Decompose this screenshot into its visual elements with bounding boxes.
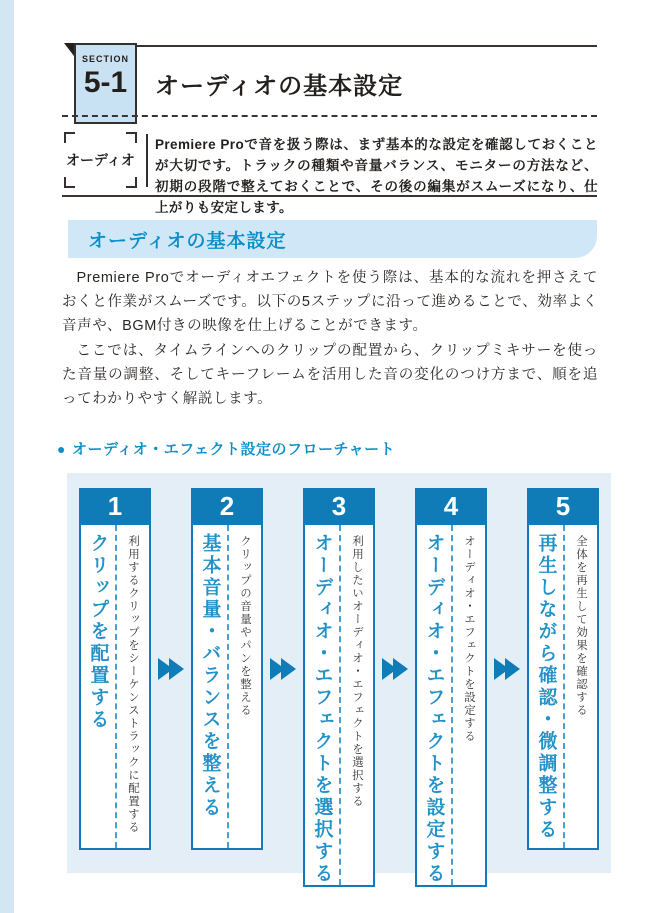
flowchart-heading [57, 438, 395, 459]
page-edge-strip [0, 0, 14, 913]
flow-step-5 [527, 488, 599, 850]
section-label: SECTION [81, 54, 129, 64]
step-number: 5 [527, 488, 599, 525]
section-heading-band [68, 220, 597, 258]
step-description: 全体を再生して効果を確認する [575, 535, 587, 717]
page-title: オーディオの基本設定 [155, 73, 404, 100]
body-paragraph: Premiere Proでオーディオエフェクトを使う際は、基本的な流れを押さえておくと作業がスムーズです。以下の5ステップに沿って進めることで、効率よく音声や、BGM付きの映像を仕上げることができます。 [62, 270, 598, 335]
header-dashed-rule [62, 115, 597, 117]
header-bottom-rule [62, 195, 597, 197]
bracket-corner [126, 132, 137, 143]
step-number: 1 [79, 488, 151, 525]
flow-step-2 [191, 488, 263, 850]
double-arrow-icon [494, 658, 520, 680]
step-title: 基本音量・バランスを整える [199, 533, 221, 819]
step-body [415, 525, 487, 887]
double-arrow-icon [270, 658, 296, 680]
flow-step-1 [79, 488, 151, 850]
step-description: オーディオ・エフェクトを設定する [463, 535, 475, 743]
lead-separator [146, 134, 148, 187]
step-body [79, 525, 151, 850]
flow-step-4 [415, 488, 487, 885]
step-title: 再生しながら確認・微調整する [535, 533, 557, 841]
step-description: クリップの音量やパンを整える [239, 535, 251, 717]
step-title: オーディオ・エフェクトを設定する [423, 533, 445, 885]
step-title: オーディオ・エフェクトを選択する [311, 533, 333, 885]
flowchart-row [79, 488, 599, 885]
step-body [191, 525, 263, 850]
section-heading: オーディオの基本設定 [88, 230, 287, 252]
flowchart-heading-label: オーディオ・エフェクト設定のフローチャート [71, 441, 396, 458]
bullet-icon: ● [57, 441, 66, 457]
category-label: オーディオ [66, 152, 135, 168]
header-top-rule [136, 45, 597, 47]
section-number-box [74, 43, 137, 124]
double-arrow-icon [158, 658, 184, 680]
step-body [527, 525, 599, 850]
section-number: 5-1 [83, 66, 128, 99]
bracket-corner [126, 177, 137, 188]
flow-step-3 [303, 488, 375, 885]
category-bracket [64, 132, 137, 188]
step-number: 2 [191, 488, 263, 525]
step-title: クリップを配置する [87, 533, 109, 731]
bracket-corner [64, 132, 75, 143]
flowchart-panel [67, 473, 611, 885]
lead-paragraph: Premiere Proで音を扱う際は、まず基本的な設定を確認しておくことが大切です。トラックの種類や音量バランス、モニターの方法など、初期の段階で整えておくことで、その後の編集がスムーズになり、仕上がりも安定します。 [155, 137, 598, 215]
step-description: 利用するクリップをシーケンストラックに配置する [127, 535, 139, 834]
body-text [62, 266, 598, 411]
step-number: 4 [415, 488, 487, 525]
section-corner-mark [64, 43, 74, 56]
double-arrow-icon [382, 658, 408, 680]
step-number: 3 [303, 488, 375, 525]
bracket-corner [64, 177, 75, 188]
step-description: 利用したいオーディオ・エフェクトを選択する [351, 535, 363, 808]
body-paragraph: ここでは、タイムラインへのクリップの配置から、クリップミキサーを使った音量の調整、そしてキーフレームを活用した音の変化のつけ方まで、順を追ってわかりやすく解説します。 [62, 342, 598, 408]
step-body [303, 525, 375, 887]
